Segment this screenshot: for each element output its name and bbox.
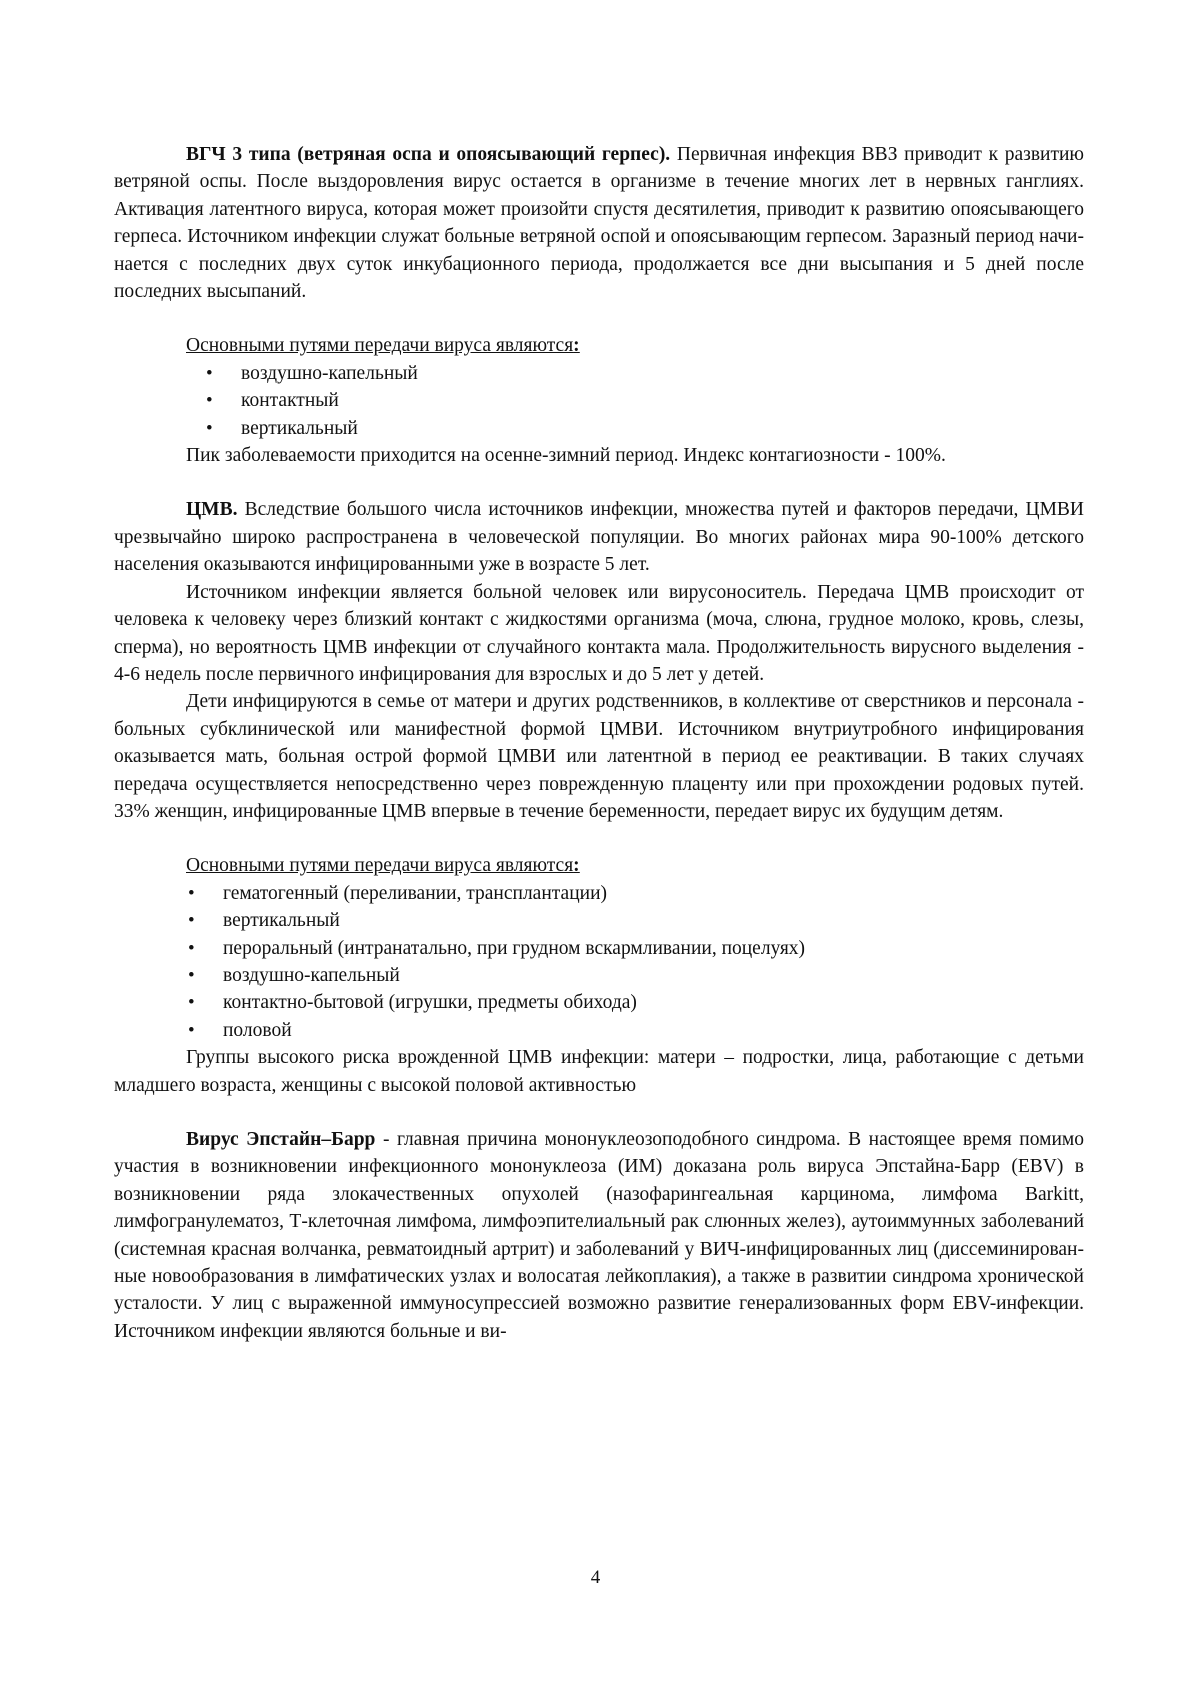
- cmv-routes-heading-colon: :: [573, 855, 580, 877]
- vzv-routes-list: [114, 360, 1084, 442]
- cmv-source-paragraph: Источником инфекции является больной человек или вирусоноситель. Передача ЦМВ происходит от человека к человеку через близкий контакт с жидкостями организма (моча, слюна, грудное молоко, кровь, слезы, сперма), но вероятность ЦМВ инфекции от случайного контакта мала. Продолжительность вирусного выделения - 4-6 недель после первичного инфицирования для взрослых и до 5 лет у детей.: [114, 581, 1084, 685]
- list-item: • воздушно-капельный: [114, 360, 1084, 387]
- list-item: • вертикальный: [114, 415, 1084, 442]
- cmv-routes-heading-text: Основными путями передачи вируса являются: [186, 855, 574, 877]
- list-item: • пероральный (интранатально, при грудном вскармливании, поцелуях): [114, 935, 1084, 962]
- cmv-risk-paragraph: Группы высокого риска врожденной ЦМВ инфекции: матери – подростки, лица, работающие с детьми младшего возраста, женщины с высокой половой активностью: [114, 1047, 1084, 1096]
- ebv-title: Вирус Эпстайн–Барр: [186, 1129, 376, 1150]
- list-item: • половой: [114, 1017, 1084, 1044]
- spacer: [114, 469, 1084, 496]
- ebv-text: - главная причина мононуклеозоподобного синдрома. В настоящее время помимо участия в возникновении инфекционного мононуклеоза (ИМ) доказана роль вируса Эпстайна-Барр (EBV) в возникновении ряда злокачественных опухолей (назофарингеальная карцинома, лимфома Barkitt, лимфогранулематоз, Т-клеточная лимфома, лимфоэпителиальный рак слюнных желез), аутоиммунных заболеваний (системная красная волчанка, ревматоидный артрит) и заболеваний у ВИЧ-инфицированных лиц (диссеминированные новообразования в лимфатических узлах и волосатая лейкоплакия), а также в развитии синдрома хронической усталости. У лиц с выраженной иммуносупрессией возможно развитие генерализованных форм EBV-инфекции. Источником инфекции являются больные и ви-: [114, 1129, 1084, 1342]
- spacer: [114, 1099, 1084, 1126]
- list-item: • вертикальный: [114, 907, 1084, 934]
- spacer: [114, 305, 1084, 332]
- cmv-text: Вследствие большого числа источников инфекции, множества путей и факторов передачи, ЦМВИ чрезвычайно широко распространена в человеческой популяции. Во многих районах мира 90-100% детского населения оказываются инфицированными уже в возрасте 5 лет.: [114, 499, 1084, 576]
- cmv-title: ЦМВ.: [186, 499, 238, 521]
- cmv-routes-heading: [114, 852, 1084, 879]
- vzv-routes-heading: [114, 332, 1084, 359]
- cmv-routes-list: [114, 880, 1084, 1044]
- list-item: • воздушно-капельный: [114, 962, 1084, 989]
- page-number: 4: [590, 1567, 601, 1588]
- cmv-children-paragraph: Дети инфицируются в семье от матери и других родственников, в коллективе от сверстников и персонала - больных субклинической или манифестной формой ЦМВИ. Источником внутриутробного инфицирования оказывается мать, больная острой формой ЦМВИ или латентной в период ее реактивации. В таких случаях передача осуществляется непосредственно через поврежденную плаценту или при прохождении родовых путей. 33% женщин, инфицированные ЦМВ впервые в течение беременности, передает вирус их будущим детям.: [114, 691, 1084, 822]
- list-item: • контактно-бытовой (игрушки, предметы обихода): [114, 989, 1084, 1016]
- vzv-title: ВГЧ 3 типа (ветряная оспа и опоясывающий герпес).: [186, 144, 671, 165]
- page-content: [114, 141, 1084, 1345]
- list-item: • гематогенный (переливании, трансплантации): [114, 880, 1084, 907]
- vzv-routes-heading-text: Основными путями передачи вируса являются: [186, 335, 574, 357]
- cmv-paragraph: [114, 496, 1084, 578]
- list-item: • контактный: [114, 387, 1084, 414]
- vzv-peak-paragraph: Пик заболеваемости приходится на осенне-зимний период. Индекс контагиозности - 100%.: [186, 445, 946, 467]
- vzv-paragraph: [114, 141, 1084, 305]
- vzv-routes-heading-colon: :: [573, 335, 580, 357]
- spacer: [114, 825, 1084, 852]
- ebv-paragraph: [114, 1126, 1084, 1345]
- vzv-text: Первичная инфекция ВВЗ приводит к развитию ветряной оспы. После выздоровления вирус остается в организме в течение многих лет в нервных ганглиях. Активация латентного вируса, которая может произойти спустя десятилетия, приводит к развитию опоясывающего герпеса. Источником инфекции служат больные ветряной оспой и опоясывающим герпесом. Заразный период начинается с последних двух суток инкубационного периода, продолжается все дни высыпания и 5 дней после последних высыпаний.: [114, 144, 1084, 303]
